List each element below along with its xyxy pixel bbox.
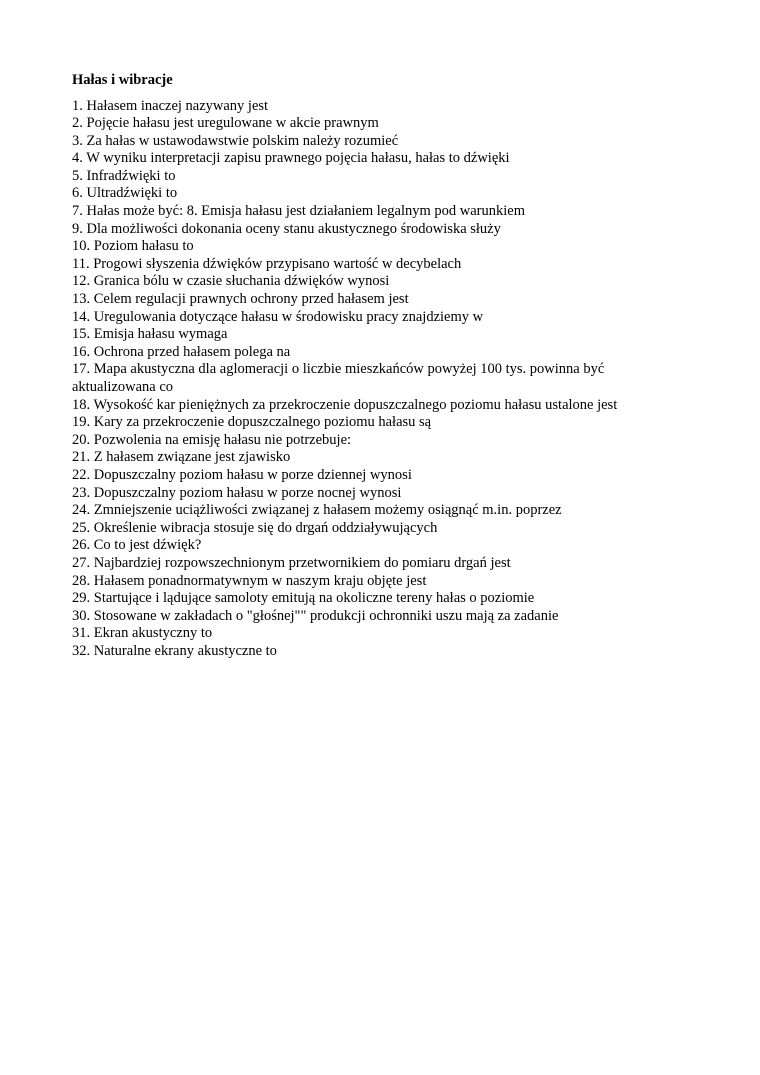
question-item: 7. Hałas może być: 8. Emisja hałasu jest działaniem legalnym pod warunkiem bbox=[72, 203, 525, 220]
question-item: 5. Infradźwięki to bbox=[72, 167, 176, 184]
question-item: 15. Emisja hałasu wymaga bbox=[72, 326, 228, 343]
question-item: 3. Za hałas w ustawodawstwie polskim należy rozumieć bbox=[72, 132, 399, 149]
question-item: 10. Poziom hałasu to bbox=[72, 238, 194, 255]
question-item: 18. Wysokość kar pieniężnych za przekroczenie dopuszczalnego poziomu hałasu ustalone jest bbox=[72, 396, 618, 413]
document-title: Hałas i wibracje bbox=[72, 72, 173, 88]
question-item: 6. Ultradźwięki to bbox=[72, 185, 178, 202]
question-item: 4. W wyniku interpretacji zapisu prawnego pojęcia hałasu, hałas to dźwięki bbox=[72, 150, 510, 167]
question-item: 9. Dla możliwości dokonania oceny stanu akustycznego środowiska służy bbox=[72, 220, 501, 237]
question-item: 20. Pozwolenia na emisję hałasu nie potrzebuje: bbox=[72, 431, 352, 448]
question-item: 1. Hałasem inaczej nazywany jest bbox=[72, 97, 269, 114]
question-item: 31. Ekran akustyczny to bbox=[72, 625, 213, 642]
question-item: 26. Co to jest dźwięk? bbox=[72, 537, 202, 554]
question-item: 24. Zmniejszenie uciążliwości związanej z hałasem możemy osiągnąć m.in. poprzez bbox=[72, 502, 562, 519]
question-item: 11. Progowi słyszenia dźwięków przypisano wartość w decybelach bbox=[72, 255, 462, 272]
question-item: 23. Dopuszczalny poziom hałasu w porze nocnej wynosi bbox=[72, 484, 402, 501]
question-item: 14. Uregulowania dotyczące hałasu w środowisku pracy znajdziemy w bbox=[72, 308, 484, 325]
question-item: 22. Dopuszczalny poziom hałasu w porze dziennej wynosi bbox=[72, 466, 412, 483]
question-item: 28. Hałasem ponadnormatywnym w naszym kraju objęte jest bbox=[72, 572, 427, 589]
question-item: 29. Startujące i lądujące samoloty emitują na okoliczne tereny hałas o poziomie bbox=[72, 590, 535, 607]
question-item: 17. Mapa akustyczna dla aglomeracji o liczbie mieszkańców powyżej 100 tys. powinna być aktualizowana co bbox=[72, 361, 605, 395]
question-item: 19. Kary za przekroczenie dopuszczalnego poziomu hałasu są bbox=[72, 414, 432, 431]
document-page bbox=[72, 72, 682, 661]
question-item: 27. Najbardziej rozpowszechnionym przetwornikiem do pomiaru drgań jest bbox=[72, 554, 511, 571]
question-item: 25. Określenie wibracja stosuje się do drgań oddziaływujących bbox=[72, 519, 438, 536]
question-item: 2. Pojęcie hałasu jest uregulowane w akcie prawnym bbox=[72, 115, 379, 132]
question-item: 30. Stosowane w zakładach o "głośnej"" produkcji ochronniki uszu mają za zadanie bbox=[72, 607, 559, 624]
question-item: 16. Ochrona przed hałasem polega na bbox=[72, 343, 291, 360]
question-item: 13. Celem regulacji prawnych ochrony przed hałasem jest bbox=[72, 291, 409, 308]
question-item: 21. Z hałasem związane jest zjawisko bbox=[72, 449, 291, 466]
question-item: 32. Naturalne ekrany akustyczne to bbox=[72, 642, 277, 659]
question-item: 12. Granica bólu w czasie słuchania dźwięków wynosi bbox=[72, 273, 390, 290]
question-list bbox=[72, 98, 682, 661]
